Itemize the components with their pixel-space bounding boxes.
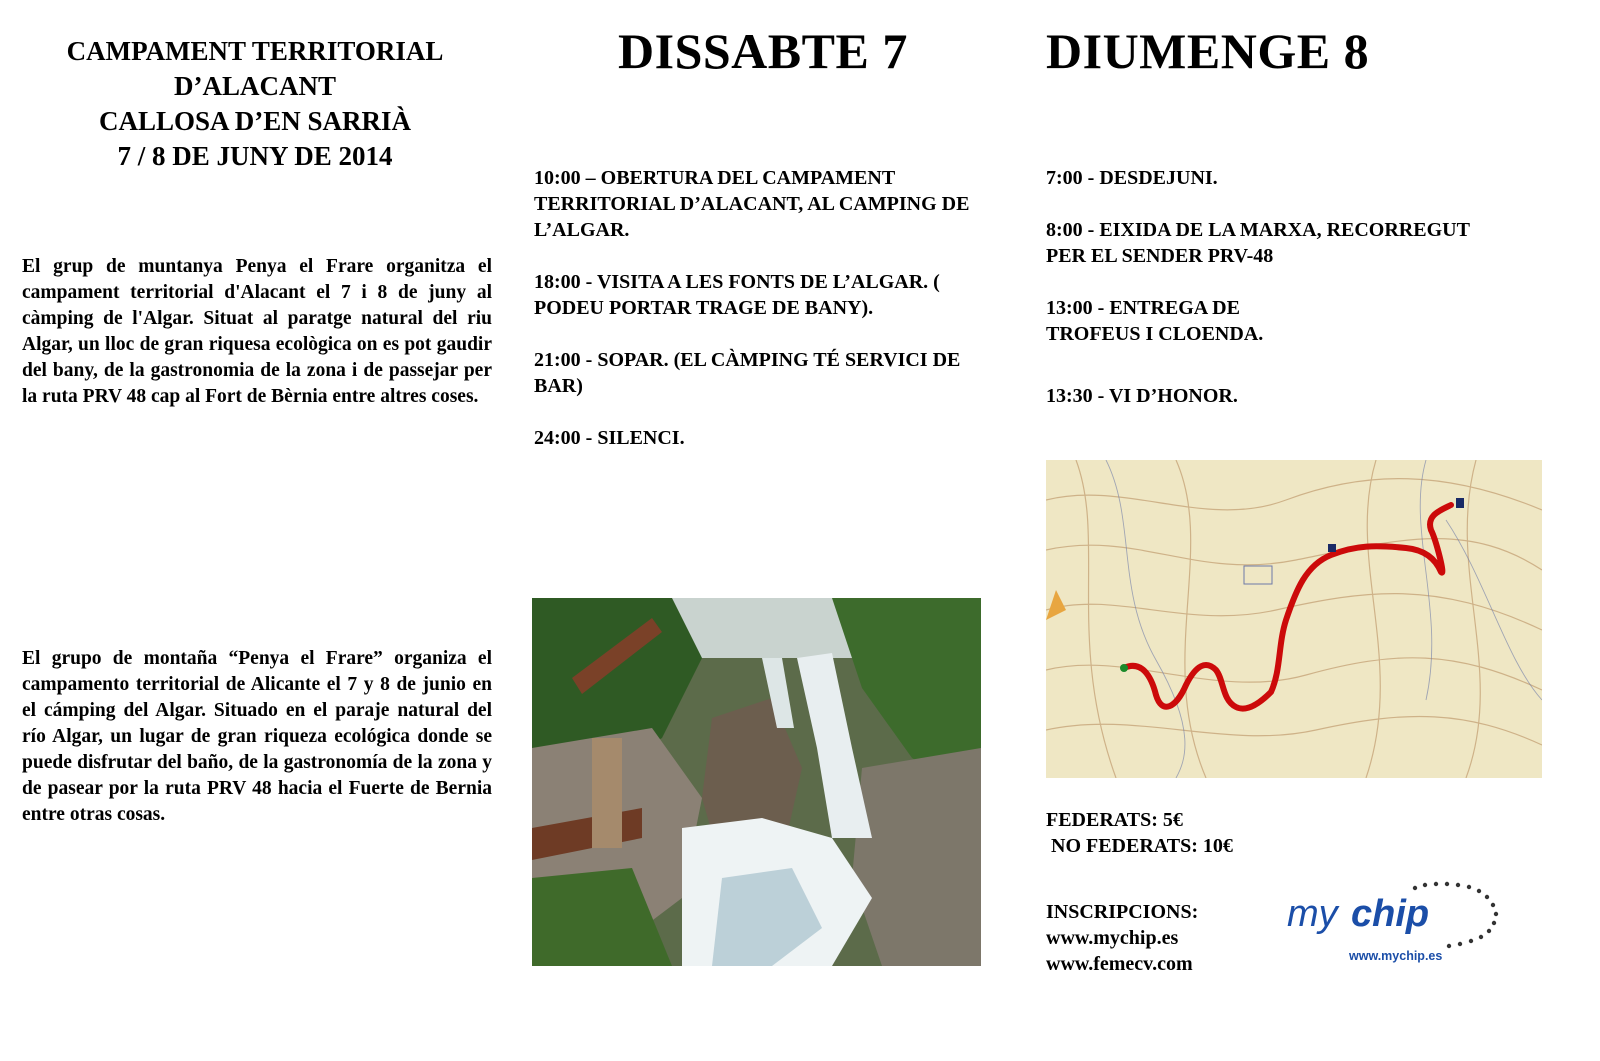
sunday-schedule xyxy=(1046,165,1566,435)
registration-link-mychip[interactable]: www.mychip.es xyxy=(1046,927,1179,949)
schedule-item: 13:00 - ENTREGA DE TROFEUS I CLOENDA. xyxy=(1046,297,1264,345)
schedule-item: 10:00 – OBERTURA DEL CAMPAMENT TERRITORIAL D’ALACANT, AL CAMPING DE L’ALGAR. xyxy=(534,167,970,241)
route-map xyxy=(1046,460,1542,778)
schedule-item: 18:00 - VISITA A LES FONTS DE L’ALGAR. ( PODEU PORTAR TRAGE DE BANY). xyxy=(534,271,940,319)
prices xyxy=(1046,807,1233,859)
saturday-heading: DISSABTE 7 xyxy=(618,23,908,79)
schedule-item: 13:30 - VI D’HONOR. xyxy=(1046,385,1238,407)
waterfall-photo xyxy=(532,598,981,966)
intro-catalan: El grup de muntanya Penya el Frare organitza el campament territorial d'Alacant el 7 i 8 de juny al càmping de l'Algar. Situat al paratge natural del riu Algar, un lloc de gran riquesa ecològica on es pot gaudir del bany, de la gastronomia de la zona i de passejar per la ruta PRV 48 cap al Fort de Bèrnia entre altres coses. xyxy=(22,256,492,407)
logo-url: www.mychip.es xyxy=(1349,949,1443,963)
title-line-3: CALLOSA D’EN SARRIÀ xyxy=(98,106,412,136)
schedule-item: 21:00 - SOPAR. (EL CÀMPING TÉ SERVICI DE BAR) xyxy=(534,349,961,397)
sunday-heading: DIUMENGE 8 xyxy=(1046,23,1370,79)
price-federats: FEDERATS: 5€ xyxy=(1046,809,1183,831)
route-start-marker xyxy=(1120,664,1128,672)
logo-text-my: my xyxy=(1287,893,1338,935)
intro-spanish: El grupo de montaña “Penya el Frare” organiza el campamento territorial de Alicante el 7 y 8 de junio en el cámping del Algar. Situado en el paraje natural del río Algar, un lugar de gran riqueza ecológica donde se puede disfrutar del baño, de la gastronomía de la zona y de pasear por la ruta PRV 48 hacia el Fuerte de Bernia entre otras cosas. xyxy=(22,648,492,825)
title-line-1: CAMPAMENT TERRITORIAL xyxy=(66,36,444,66)
title-line-4: 7 / 8 DE JUNY DE 2014 xyxy=(117,141,393,171)
schedule-item: 8:00 - EIXIDA DE LA MARXA, RECORREGUT PER EL SENDER PRV-48 xyxy=(1046,219,1470,267)
saturday-schedule xyxy=(534,165,999,477)
mychip-logo xyxy=(1285,880,1515,970)
registration-label: INSCRIPCIONS: xyxy=(1046,901,1199,923)
schedule-item: 24:00 - SILENCI. xyxy=(534,427,685,449)
registration xyxy=(1046,899,1198,977)
route-end-marker xyxy=(1456,498,1464,508)
schedule-item: 7:00 - DESDEJUNI. xyxy=(1046,167,1218,189)
logo-text-chip: chip xyxy=(1351,893,1430,935)
event-title xyxy=(20,34,490,174)
price-no-federats: NO FEDERATS: 10€ xyxy=(1051,835,1233,857)
registration-link-femecv[interactable]: www.femecv.com xyxy=(1046,953,1193,975)
title-line-2: D’ALACANT xyxy=(174,71,336,101)
